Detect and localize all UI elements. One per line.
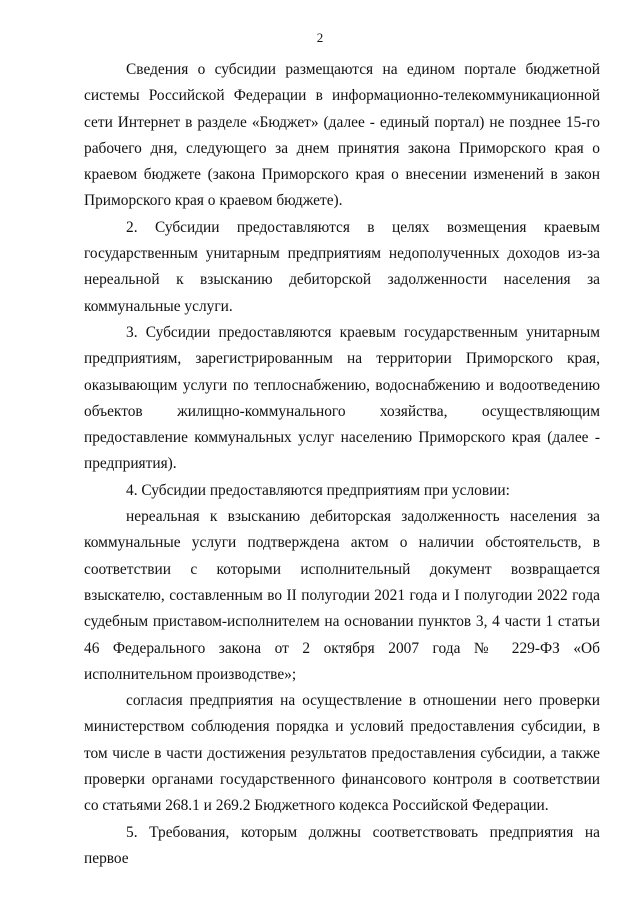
paragraph-4: 4. Субсидии предоставляются предприятиям при условии:: [126, 481, 510, 499]
paragraph-3: 3. Субсидии предоставляются краевым государственным унитарным предприятиям, зарегистрированным на территории Приморского края, оказывающим услуги по теплоснабжению, водоснабжению и водоотведению объектов жилищно-коммунального хозяйства, осуществляющим предоставление коммунальных услуг населению Приморского края (далее - предприятия).: [84, 323, 600, 473]
paragraph-condition-debt: нереальная к взысканию дебиторская задолженность населения за коммунальные услуги подтверждена актом о наличии обстоятельств, в соответствии с которыми исполнительный документ возвращается взыскателю, составленным во II полугодии 2021 года и I полугодии 2022 года судебным приставом-исполнителем на основании пунктов 3, 4 части 1 статьи 46 Федерального закона от 2 октября 2007 года № 229-ФЗ «Об исполнительном производстве»;: [84, 508, 600, 683]
page-number: 2: [316, 30, 324, 45]
paragraph-subsidy-info: Сведения о субсидии размещаются на едином портале бюджетной системы Российской Федерации в информационно-телекоммуникационной сети Интернет в разделе «Бюджет» (далее - единый портал) не позднее 15-го рабочего дня, следующего за днем принятия закона Приморского края о краевом бюджете (закона Приморского края о внесении изменений в закон Приморского края о краевом бюджете).: [84, 61, 600, 210]
document-body: [84, 57, 600, 872]
paragraph-2: 2. Субсидии предоставляются в целях возмещения краевым государственным унитарным предприятиям недополученных доходов из-за нереальной к взысканию дебиторской задолженности населения за коммунальные услуги.: [84, 218, 600, 315]
paragraph-5: 5. Требования, которым должны соответствовать предприятия на первое: [84, 823, 600, 867]
paragraph-condition-consent: согласия предприятия на осуществление в отношении него проверки министерством соблюдения порядка и условий предоставления субсидии, в том числе в части достижения результатов предоставления субсидии, а также проверки органами государственного финансового контроля в соответствии со статьями 268.1 и 269.2 Бюджетного кодекса Российской Федерации.: [84, 692, 600, 815]
